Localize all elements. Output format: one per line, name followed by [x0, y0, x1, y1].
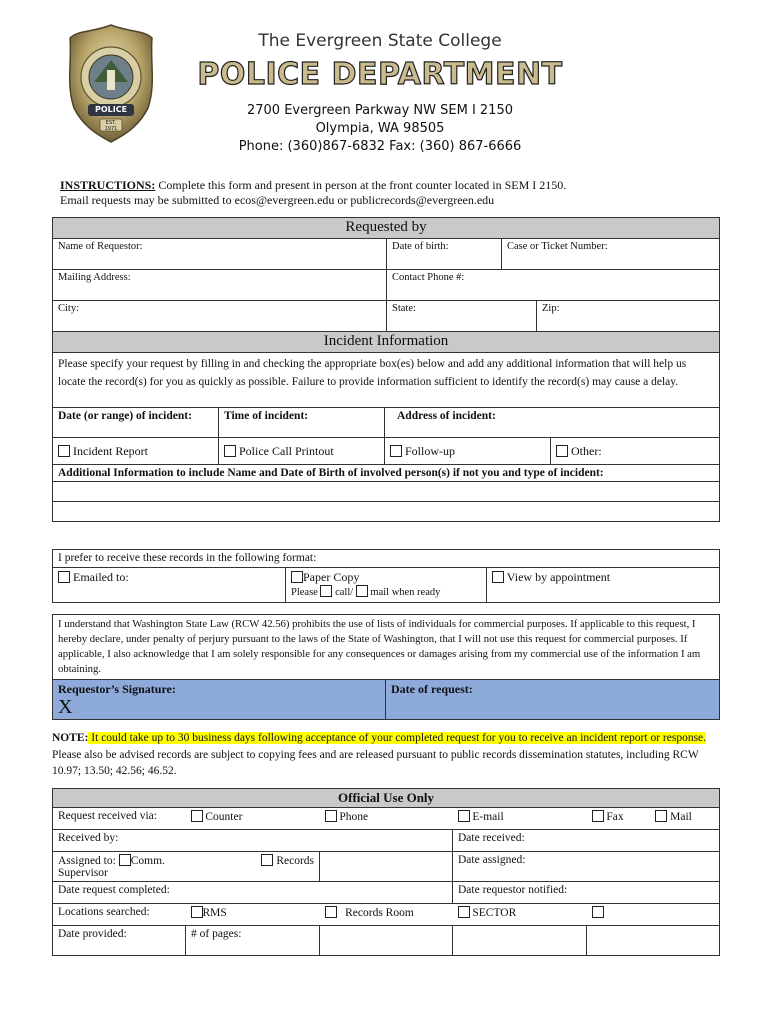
format-table [52, 549, 720, 603]
counter-label: Counter [205, 811, 243, 823]
additional-info-line-2[interactable] [53, 502, 720, 522]
loc-records-room[interactable] [320, 904, 453, 926]
incident-time-field[interactable]: Time of incident: [219, 408, 385, 438]
sector-checkbox[interactable] [458, 906, 470, 918]
records-room-checkbox[interactable] [325, 906, 337, 918]
note-text [52, 730, 720, 780]
dob-field[interactable]: Date of birth: [387, 239, 502, 270]
date-notified-field[interactable]: Date requestor notified: [453, 882, 720, 904]
instructions [60, 178, 720, 208]
please-label: Please [291, 587, 318, 598]
counter-checkbox[interactable] [191, 810, 203, 822]
call-printout-label: Police Call Printout [239, 443, 334, 458]
phone-line: Phone: (360)867-6832 Fax: (360) 867-6666 [238, 139, 522, 154]
option-other[interactable] [551, 438, 720, 465]
mail-checkbox-official[interactable] [655, 810, 667, 822]
option-view-appointment[interactable] [487, 568, 720, 603]
zip-field[interactable]: Zip: [537, 301, 720, 332]
mail-checkbox[interactable] [356, 585, 368, 597]
call-label: call/ [335, 587, 354, 598]
requested-by-table [52, 217, 720, 332]
pages-field[interactable]: # of pages: [186, 926, 320, 956]
fax-label: Fax [606, 811, 624, 823]
view-appointment-checkbox[interactable] [492, 571, 504, 583]
note-highlight: It could take up to 30 business days following acceptance of your completed request for you to receive an incident report or response. [88, 732, 707, 744]
state-field[interactable]: State: [387, 301, 537, 332]
loc-sector[interactable] [453, 904, 587, 926]
requested-by-header: Requested by [53, 218, 720, 239]
option-call-printout[interactable] [219, 438, 385, 465]
phone-label: Phone [339, 811, 369, 823]
option-paper-copy[interactable] [286, 568, 487, 603]
incident-instructions: Please specify your request by filling in and checking the appropriate box(es) below and add any additional information that will help us locate the record(s) for you as quickly as possible. Failure to provide information sufficient to identify the record(s) may cause a delay. [53, 353, 720, 408]
assigned-blank [320, 852, 453, 882]
date-of-request-field[interactable]: Date of request: [386, 680, 720, 720]
records-label: Records [276, 855, 314, 867]
badge-est-text: EST. 1971 [104, 120, 118, 132]
loc-other[interactable] [587, 904, 720, 926]
official-blank-2[interactable] [453, 926, 587, 956]
rms-checkbox[interactable] [191, 906, 203, 918]
call-checkbox[interactable] [320, 585, 332, 597]
assigned-records[interactable] [186, 852, 320, 882]
official-blank-3[interactable] [587, 926, 720, 956]
loc-rms[interactable] [186, 904, 320, 926]
date-assigned-field[interactable]: Date assigned: [453, 852, 720, 882]
paper-copy-label: Paper Copy [303, 570, 360, 584]
rms-label: RMS [202, 907, 227, 919]
mailing-address-field[interactable]: Mailing Address: [53, 270, 387, 301]
incident-address-field[interactable]: Address of incident: [385, 408, 720, 438]
signature-x: X [58, 696, 73, 718]
additional-info-label: Additional Information to include Name and Date of Birth of involved person(s) if not you and type of incident: [53, 465, 720, 482]
records-checkbox[interactable] [261, 854, 273, 866]
date-completed-field[interactable]: Date request completed: [53, 882, 453, 904]
other-label: Other: [571, 443, 602, 458]
call-printout-checkbox[interactable] [224, 445, 236, 457]
received-by-field[interactable]: Received by: [53, 830, 320, 852]
instructions-line1: Complete this form and present in person at the front counter located in SEM I 2150. [155, 178, 567, 192]
emailed-checkbox[interactable] [58, 571, 70, 583]
email-label: E-mail [472, 811, 504, 823]
instructions-label: INSTRUCTIONS: [60, 178, 156, 192]
city-line: Olympia, WA 98505 [315, 121, 445, 136]
note-label: NOTE: [52, 732, 89, 744]
sector-label: SECTOR [472, 907, 517, 919]
follow-up-label: Follow-up [405, 443, 456, 458]
assigned-to-label: Assigned to: [58, 855, 116, 867]
contact-phone-field[interactable]: Contact Phone #: [387, 270, 720, 301]
additional-info-line-1[interactable] [53, 482, 720, 502]
signature-label: Requestor’s Signature: [58, 682, 176, 696]
official-blank-1[interactable] [320, 926, 453, 956]
via-fax-mail[interactable] [587, 808, 720, 830]
official-use-header: Official Use Only [53, 789, 720, 808]
official-use-table [52, 788, 720, 956]
other-checkbox[interactable] [556, 445, 568, 457]
signature-field[interactable] [53, 680, 386, 720]
email-checkbox[interactable] [458, 810, 470, 822]
via-phone[interactable] [320, 808, 453, 830]
note-rest: Please also be advised records are subject to copying fees and are released pursuant to public records dissemination statutes, including RCW 10.97; 13.50; 42.56; 46.52. [52, 748, 699, 777]
instructions-line2: Email requests may be submitted to ecos@evergreen.edu or publicrecords@evergreen.edu [60, 193, 495, 207]
option-incident-report[interactable] [53, 438, 219, 465]
received-by-line[interactable] [320, 830, 453, 852]
mail-label: Mail [670, 811, 692, 823]
format-prefer-label: I prefer to receive these records in the following format: [53, 550, 720, 568]
date-provided-field[interactable]: Date provided: [53, 926, 186, 956]
requestor-name-field[interactable]: Name of Requestor: [53, 239, 387, 270]
follow-up-checkbox[interactable] [390, 445, 402, 457]
paper-copy-checkbox[interactable] [291, 571, 303, 583]
city-field[interactable]: City: [53, 301, 387, 332]
incident-date-field[interactable]: Date (or range) of incident: [53, 408, 219, 438]
mail-when-ready-label: mail when ready [370, 587, 441, 598]
case-number-field[interactable]: Case or Ticket Number: [502, 239, 720, 270]
comm-supervisor-label: Comm. Supervisor [58, 855, 165, 879]
records-room-label: Records Room [345, 907, 414, 919]
option-emailed[interactable] [53, 568, 286, 603]
other-location-checkbox[interactable] [592, 906, 604, 918]
address-line: 2700 Evergreen Parkway NW SEM I 2150 [246, 103, 513, 118]
locations-searched-label: Locations searched: [53, 904, 186, 926]
badge-police-text: POLICE [94, 105, 128, 114]
incident-table [52, 331, 720, 522]
received-via-label: Request received via: [53, 808, 186, 830]
view-appointment-label: View by appointment [506, 570, 611, 584]
college-name: The Evergreen State College [258, 31, 502, 51]
comm-supervisor-checkbox[interactable] [119, 854, 131, 866]
emailed-label: Emailed to: [73, 570, 129, 584]
legal-table [52, 614, 720, 720]
option-follow-up[interactable] [385, 438, 551, 465]
department-title: POLICE DEPARTMENT [197, 57, 563, 92]
date-received-field[interactable]: Date received: [453, 830, 720, 852]
via-counter[interactable] [186, 808, 320, 830]
legal-text: I understand that Washington State Law (RCW 42.56) prohibits the use of lists of individuals for commercial purposes. If applicable to this request, I hereby declare, under penalty of perjury pursuant to the laws of the State of Washington, that I will not use this request for commercial purposes. If applicable, I also acknowledge that I am solely responsible for any consequences or damages arising from my commercial use of the information I am obtaining. [53, 615, 720, 680]
assigned-to-field[interactable] [53, 852, 186, 882]
fax-checkbox[interactable] [592, 810, 604, 822]
phone-checkbox[interactable] [325, 810, 337, 822]
incident-header: Incident Information [53, 332, 720, 353]
incident-report-label: Incident Report [73, 443, 148, 458]
incident-report-checkbox[interactable] [58, 445, 70, 457]
via-email[interactable] [453, 808, 587, 830]
